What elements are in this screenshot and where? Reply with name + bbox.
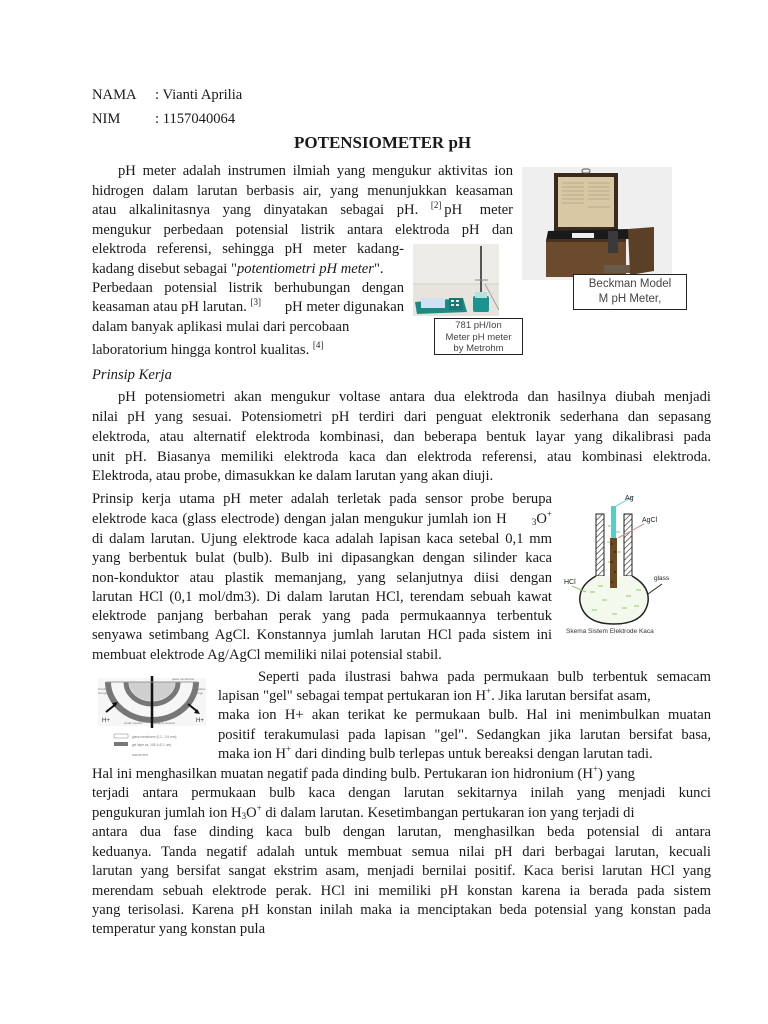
svg-text:Positive: Positive xyxy=(98,687,109,691)
superscript: + xyxy=(256,803,262,813)
section3-line-1: Seperti pada ilustrasi bahwa pada permukaan bulb terbentuk semacam xyxy=(258,669,711,685)
svg-text:alkaline solution: alkaline solution xyxy=(154,721,176,725)
section3-line-14: temperatur yang konstan pula xyxy=(92,921,266,937)
svg-text:gel layer ca. 10E-4 (0.1 um): gel layer ca. 10E-4 (0.1 um) xyxy=(132,743,172,747)
label-h-right: H+ xyxy=(196,718,204,724)
section3-line-3: maka ion H+ akan terikat ke permukaan bulb. Hal ini menimbulkan muatan xyxy=(218,707,711,723)
section3-line-5 xyxy=(218,745,711,763)
intro-line-3 xyxy=(92,201,513,219)
section1-line-2: nilai pH yang sesuai. Potensiometri pH terdiri dari penguat elektronik sederhana dan sepasang xyxy=(92,409,711,425)
section2-line-4: yang berbentuk bulat (bulb). Bulb ini dipasangkan dengan silinder kaca xyxy=(92,550,552,566)
section3-line-11: larutan yang bersifat sangat ekstrim asam, menjadi bernilai positif. Kaca berisi larutan HCl yang xyxy=(92,863,711,879)
metrohm-caption xyxy=(434,318,523,355)
intro-text: keasaman atau pH larutan. xyxy=(92,299,247,315)
section2-text: elektrode kaca (glass electrode) dengan jalan mengukur jumlah ion H xyxy=(92,511,507,527)
section3-line-12: merendam sebuah elektrode perak. HCl ini memiliki pH konstan karena ia berada pada sistem xyxy=(92,883,711,899)
intro-line-8 xyxy=(92,298,404,316)
svg-text:negative: negative xyxy=(194,687,206,691)
page-title: POTENSIOMETER pH xyxy=(294,133,472,152)
svg-text:charge: charge xyxy=(194,691,204,695)
intro-line-4: mengukur perbedaan potensial listrik antara elektroda pH dan xyxy=(92,222,513,238)
section2-line-5: non-konduktor atau plastik memanjang, yang selanjutnya diisi dengan xyxy=(92,570,552,586)
section3-line-13: yang terisolasi. Karena pH konstan inilah maka ia menciptakan beda potensial yang konstan pada xyxy=(92,902,711,918)
subscript: 3 xyxy=(531,517,537,527)
metrohm-ph-meter-photo xyxy=(413,244,499,316)
section3-line-6 xyxy=(92,765,711,783)
section-heading-prinsip-kerja: Prinsip Kerja xyxy=(92,367,172,383)
section3-line-8 xyxy=(92,804,711,822)
nim-value: : 1157040064 xyxy=(155,111,236,127)
section2-line-7: elektrode panjang berbahan perak yang pada permukaannya terbentuk xyxy=(92,608,552,624)
caption-text: by Metrohm xyxy=(453,343,504,354)
section1-line-4: unit pH. Biasanya memiliki elektroda kaca dan elektroda referensi, atau kombinasi elektroda. xyxy=(92,449,711,465)
superscript: + xyxy=(486,686,492,696)
subscript: 3 xyxy=(241,811,247,821)
intro-line-7: Perbedaan potensial listrik berhubungan dengan xyxy=(92,280,404,296)
section3-text: lapisan "gel" sebagai tempat pertukaran ion H xyxy=(218,688,487,704)
svg-text:glass membrane (0.2 - 0.5 mm): glass membrane (0.2 - 0.5 mm) xyxy=(132,735,177,739)
intro-line-5: elektroda referensi, sehingga pH meter kadang- xyxy=(92,241,404,257)
glass-electrode-diagram xyxy=(562,492,680,642)
section3-text: di dalam larutan. Kesetimbangan pertukaran ion yang terjadi di xyxy=(261,805,635,821)
section3-text: pengukuran jumlah ion H xyxy=(92,805,242,821)
intro-line-10 xyxy=(92,341,323,359)
section3-line-10: keduanya. Tanda negatif adalah untuk membuat semua nilai pH dari berbagai larutan, kecuali xyxy=(92,844,711,860)
superscript: + xyxy=(286,744,292,754)
intro-text: pH meter digunakan xyxy=(284,299,404,315)
citation-4: [4] xyxy=(312,340,324,350)
section3-line-7: terjadi antara permukaan bulb kaca dengan larutan sekitarnya inilah yang menjadi kunci xyxy=(92,785,711,801)
citation-2: [2] xyxy=(430,200,442,210)
intro-line-9: dalam banyak aplikasi mulai dari percobaan xyxy=(92,319,350,335)
beckman-ph-meter-photo xyxy=(522,167,672,280)
superscript: + xyxy=(592,764,599,774)
caption-text: M pH Meter, xyxy=(598,293,662,305)
section1-line-5: Elektroda, atau probe, dimasukkan ke dalam larutan yang akan diuji. xyxy=(92,468,494,484)
svg-text:charge: charge xyxy=(98,691,108,695)
gel-layer-diagram xyxy=(96,676,208,760)
section1-line-1: pH potensiometri akan mengukur voltase antara dua elektroda dan hasilnya diubah menjadi xyxy=(118,389,711,405)
caption-text: 781 pH/Ion xyxy=(455,320,502,331)
section2-line-2 xyxy=(92,510,552,528)
beckman-caption xyxy=(573,274,687,310)
svg-text:glass membrane: glass membrane xyxy=(172,677,195,681)
intro-text: kadang disebut sebagai " xyxy=(92,261,237,277)
section2-line-8: senyawa setimbang AgCl. Konstannya jumlah larutan HCl pada sistem ini xyxy=(92,627,552,643)
label-agcl: AgCl xyxy=(642,517,658,524)
section3-line-4: positif terakumulasi pada lapisan "gel". Sedangkan jika larutan bersifat basa, xyxy=(218,727,711,743)
section3-text: ) yang xyxy=(598,766,635,782)
svg-text:source text: source text xyxy=(132,753,148,757)
section3-line-2 xyxy=(218,687,711,705)
section2-line-9: membuat elektrode Ag/AgCl memiliki nilai potensial stabil. xyxy=(92,647,442,663)
section2-line-1: Prinsip kerja utama pH meter adalah terletak pada sensor probe berupa xyxy=(92,491,552,507)
label-ag: Ag xyxy=(625,495,634,502)
section1-line-3: elektroda, atau alternatif elektroda kombinasi, dan beberapa bentuk layar yang dikalibrasi pada xyxy=(92,429,711,445)
nim-label: NIM xyxy=(92,111,121,127)
section3-text: O xyxy=(246,805,257,821)
intro-text: atau alkalinitasnya yang dinyatakan sebagai pH. xyxy=(92,202,419,218)
section3-text: dari dinding bulb terlepas untuk bereaksi dengan larutan tadi. xyxy=(291,746,653,762)
intro-italic-term: potentiometri pH meter xyxy=(236,261,374,277)
section2-text: O xyxy=(536,511,547,527)
intro-text: pH meter xyxy=(444,202,513,218)
label-hcl: HCl xyxy=(564,579,576,586)
intro-text: ". xyxy=(373,261,384,277)
nama-value: : Vianti Aprilia xyxy=(155,87,243,103)
label-h-left: H+ xyxy=(102,718,110,724)
caption-text: Meter pH meter xyxy=(445,331,512,343)
section3-text: maka ion H xyxy=(218,746,287,762)
glass-electrode-caption: Skema Sistem Elektrode Kaca xyxy=(566,628,654,635)
intro-line-2: hidrogen dalam larutan berbasis air, yang menunjukkan keasaman xyxy=(92,183,513,199)
nama-label: NAMA xyxy=(92,87,137,103)
caption-text: Beckman Model xyxy=(588,278,672,290)
intro-line-1: pH meter adalah instrumen ilmiah yang mengukur aktivitas ion xyxy=(118,163,513,179)
section3-text: . Jika larutan bersifat asam, xyxy=(491,688,651,704)
intro-line-6 xyxy=(92,260,384,278)
superscript: + xyxy=(546,509,552,519)
svg-text:acidic solution: acidic solution xyxy=(124,721,143,725)
intro-text: laboratorium hingga kontrol kualitas. xyxy=(92,342,310,358)
label-glass: glass xyxy=(654,575,670,582)
section2-line-6: larutan HCl (0,1 mol/dm3). Di dalam larutan HCl, terendam sebuah kawat xyxy=(92,589,552,605)
section3-text: Hal ini menghasilkan muatan negatif pada dinding bulb. Pertukaran ion hidronium (H xyxy=(92,766,593,782)
section3-line-9: antara dua fase dinding kaca bulb dengan larutan, menghasilkan beda potensial di antara xyxy=(92,824,711,840)
citation-3: [3] xyxy=(250,297,261,307)
section2-line-3: di dalam larutan. Ujung elektrode kaca adalah lapisan kaca setebal 0,1 mm xyxy=(92,531,552,547)
